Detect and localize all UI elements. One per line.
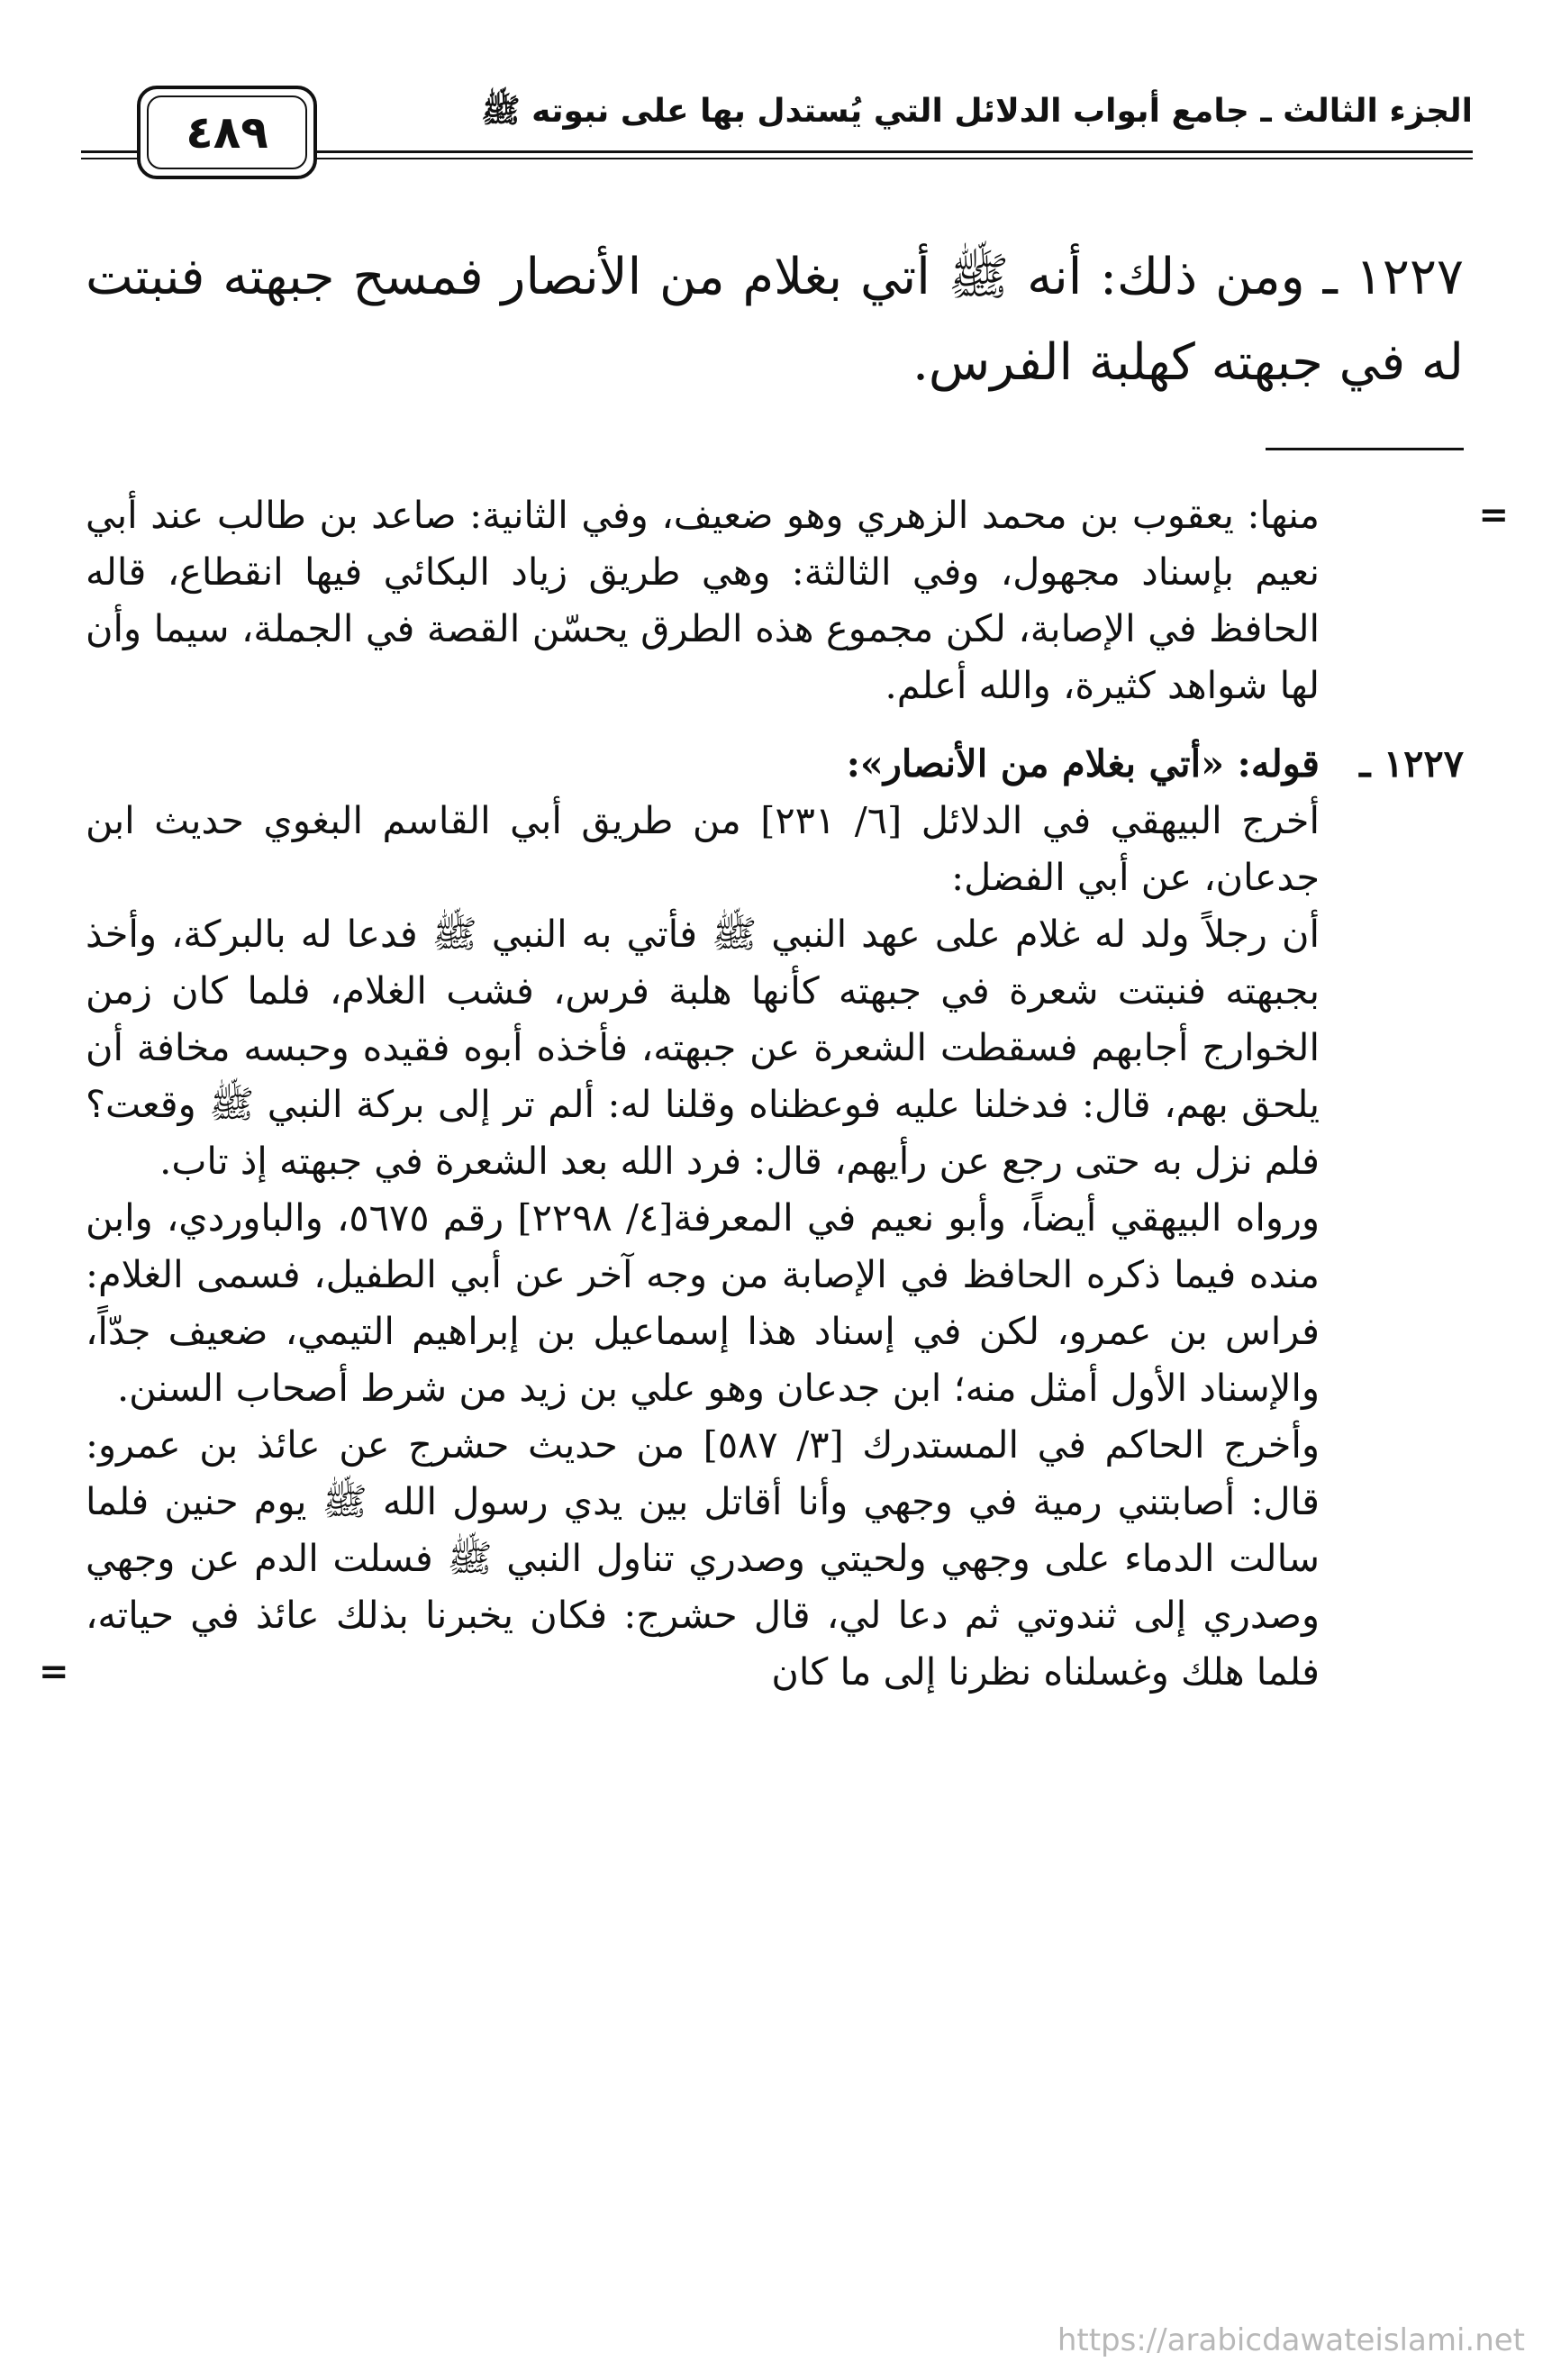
- main-paragraph: ١٢٢٧ ـ ومن ذلك: أنه ﷺ أتي بغلام من الأنصار فمسح جبهته فنبتت له في جبهته كهلبة الفرس.: [86, 248, 1464, 392]
- footnotes: [39, 486, 1509, 1700]
- footnote-number: ١٢٢٧ ـ: [1359, 741, 1464, 786]
- page-number-frame: [137, 86, 317, 179]
- footnote-heading: قوله: «أتي بغلام من الأنصار»:: [846, 741, 1320, 786]
- footnote-paragraph: أخرج البيهقي في الدلائل [٦/ ٢٣١] من طريق أبي القاسم البغوي حديث ابن جدعان، عن أبي الفضل:: [86, 798, 1320, 899]
- running-head: الجزء الثالث ـ جامع أبواب الدلائل التي يُستدل بها على نبوته ﷺ: [481, 93, 1473, 130]
- page-header: [81, 86, 1473, 167]
- end-continuation-marker: =: [39, 1650, 69, 1693]
- footnote-paragraph: وأخرج الحاكم في المستدرك [٣/ ٥٨٧] من حديث حشرج عن عائذ بن عمرو: قال: أصابتني رمية في وجهي وأنا أقاتل بين يدي رسول الله ﷺ يوم حنين فلما سالت الدماء على وجهي ولحيتي وصدري تناول النبي ﷺ فسلت الدم عن وجهي وصدري إلى ثندوتي ثم دعا لي، قال حشرج: فكان يخبرنا بذلك عائذ في حياته، فلما هلك وغسلناه نظرنا إلى ما كان: [86, 1422, 1320, 1694]
- footnote-continued: [86, 486, 1509, 713]
- footnote-separator: [1266, 448, 1464, 450]
- page-number: ٤٨٩: [147, 95, 307, 169]
- footnote-paragraph: أن رجلاً ولد له غلام على عهد النبي ﷺ فأتي به النبي ﷺ فدعا له بالبركة، وأخذ بجبهته فنبتت شعرة في جبهته كأنها هلبة فرس، فشب الغلام، فلما كان زمن الخوارج أجابهم فسقطت الشعرة عن جبهته، فأخذه أبوه فقيده وحبسه مخافة أن يلحق بهم، قال: فدخلنا عليه فوعظناه وقلنا له: ألم تر إلى بركة النبي ﷺ وقعت؟ فلم نزل به حتى رجع عن رأيهم، قال: فرد الله بعد الشعرة في جبهته إذ تاب.: [86, 912, 1320, 1183]
- continuation-marker: =: [1478, 494, 1509, 536]
- footnote-paragraph: ورواه البيهقي أيضاً، وأبو نعيم في المعرفة[٤/ ٢٢٩٨] رقم ٥٦٧٥، والباوردي، وابن منده فيما ذكره الحافظ في الإصابة من وجه آخر عن أبي الطفيل، فسمى الغلام: فراس بن عمرو، لكن في إسناد هذا إسماعيل بن إبراهيم التيمي، ضعيف جدّاً، والإسناد الأول أمثل منه؛ ابن جدعان وهو علي بن زيد من شرط أصحاب السنن.: [86, 1195, 1320, 1410]
- continued-text: منها: يعقوب بن محمد الزهري وهو ضعيف، وفي الثانية: صاعد بن طالب عند أبي نعيم بإسناد مجهول، وفي الثالثة: وهي طريق زياد البكائي فيها انقطاع، قاله الحافظ في الإصابة، لكن مجموع هذه الطرق يحسّن القصة في الجملة، سيما وأن لها شواهد كثيرة، والله أعلم.: [86, 493, 1320, 707]
- footnote-1227: [39, 735, 1464, 1700]
- watermark: https://arabicdawateislami.net: [1057, 2322, 1525, 2358]
